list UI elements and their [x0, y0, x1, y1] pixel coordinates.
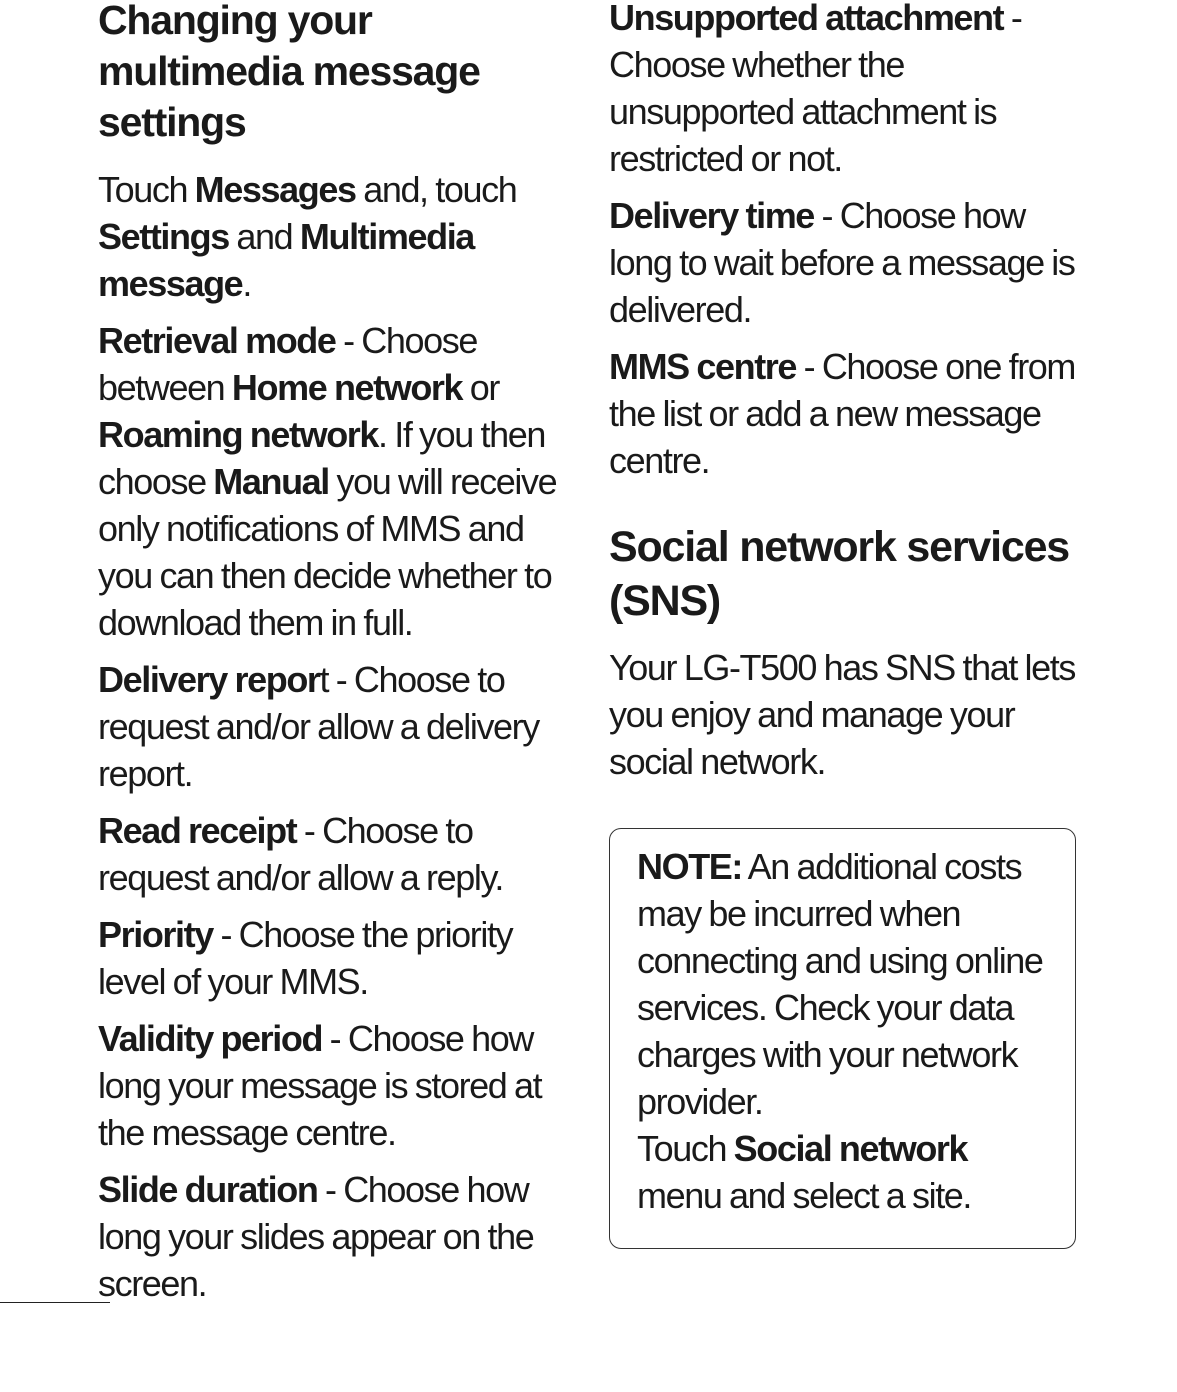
note-box	[609, 828, 1076, 1249]
intro-bold-multimedia-message: Multimedia message	[98, 216, 474, 304]
right-column	[609, 0, 1089, 785]
intro-text: Touch	[98, 169, 195, 210]
intro-text: .	[242, 263, 251, 304]
validity-period-paragraph	[98, 1015, 576, 1156]
retrieval-mode-text: . If you then choose	[98, 414, 545, 502]
intro-paragraph	[98, 166, 576, 307]
priority-text: - Choose the priority level of your MMS.	[98, 914, 513, 1002]
delivery-report-paragraph	[98, 656, 576, 797]
retrieval-mode-text: or	[462, 367, 499, 408]
priority-paragraph	[98, 911, 576, 1005]
validity-period-label: Validity period	[98, 1018, 323, 1059]
read-receipt-paragraph	[98, 807, 576, 901]
note-touch-text: Touch	[637, 1128, 734, 1169]
footer-rule	[0, 1302, 110, 1303]
slide-duration-label: Slide duration	[98, 1169, 318, 1210]
left-column	[98, 0, 576, 1307]
read-receipt-label: Read receipt	[98, 810, 297, 851]
intro-text: and	[228, 216, 300, 257]
mms-centre-label: MMS centre	[609, 346, 797, 387]
note-bold-social-network: Social network	[733, 1128, 968, 1169]
note-paragraph	[637, 843, 1057, 1125]
section-title-mms-settings: Changing your multimedia message settings	[98, 0, 480, 145]
retrieval-mode-paragraph	[98, 317, 576, 646]
delivery-time-label: Delivery time	[609, 195, 814, 236]
retrieval-mode-label: Retrieval mode	[98, 320, 336, 361]
section-title-sns: Social network services (SNS)	[609, 523, 1069, 625]
note-label: NOTE:	[637, 846, 742, 887]
delivery-time-text: - Choose how long to wait before a message is delivered.	[609, 195, 1075, 330]
mms-centre-text: - Choose one from the list or add a new message centre.	[609, 346, 1075, 481]
validity-period-text: - Choose how long your message is stored at the message centre.	[98, 1018, 542, 1153]
read-receipt-text: - Choose to request and/or allow a reply.	[98, 810, 503, 898]
note-touch-paragraph	[637, 1125, 1057, 1219]
retrieval-mode-text: you will receive only notifications of MMS and you can then decide whether to download them in full.	[98, 461, 557, 643]
slide-duration-text: - Choose how long your slides appear on the screen.	[98, 1169, 534, 1304]
intro-text: and, touch	[355, 169, 517, 210]
unsupported-attachment-label: Unsupported attachment	[609, 0, 1004, 38]
delivery-time-paragraph	[609, 192, 1089, 333]
unsupported-attachment-text: - Choose whether the unsupported attachment is restricted or not.	[609, 0, 1022, 179]
note-text: An additional costs may be incurred when connecting and using online services. Check your data charges with your network provider.	[637, 846, 1043, 1122]
note-touch-text: menu and select a site.	[637, 1175, 972, 1216]
sns-paragraph: Your LG-T500 has SNS that lets you enjoy and manage your social network.	[609, 647, 1075, 782]
priority-label: Priority	[98, 914, 213, 955]
retrieval-mode-text: - Choose between	[98, 320, 477, 408]
intro-bold-messages: Messages	[194, 169, 356, 210]
intro-bold-settings: Settings	[98, 216, 229, 257]
mms-centre-paragraph	[609, 343, 1089, 484]
delivery-report-text: t - Choose to request and/or allow a delivery report.	[98, 659, 539, 794]
delivery-report-label: Delivery repor	[98, 659, 320, 700]
slide-duration-paragraph	[98, 1166, 576, 1307]
unsupported-attachment-paragraph	[609, 0, 1089, 182]
retrieval-bold-home-network: Home network	[231, 367, 463, 408]
retrieval-bold-manual: Manual	[213, 461, 329, 502]
retrieval-bold-roaming-network: Roaming network	[98, 414, 379, 455]
